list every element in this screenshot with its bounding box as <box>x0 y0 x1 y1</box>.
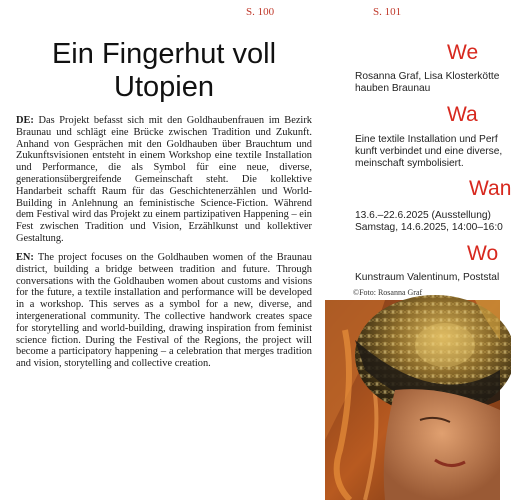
english-label: EN: <box>16 252 34 263</box>
where-text: Kunstraum Valentinum, Poststal <box>355 272 500 283</box>
heading-what: Wa <box>447 103 478 126</box>
what-text-line-2: kunft verbindet und eine diverse, <box>355 146 503 157</box>
left-page <box>16 0 312 500</box>
right-page <box>325 0 511 500</box>
english-paragraph <box>16 252 312 370</box>
when-text-line-1: 13.6.–22.6.2025 (Ausstellung) <box>355 210 491 221</box>
page-number-right: S. 101 <box>373 6 402 18</box>
page-title <box>16 38 312 104</box>
heading-who: We <box>447 41 479 64</box>
german-label: DE: <box>16 115 34 126</box>
title-line-2: Utopien <box>114 71 214 103</box>
who-text-line-2: hauben Braunau <box>355 83 431 94</box>
german-paragraph <box>16 115 312 245</box>
english-text: The project focuses on the Goldhauben women of the Braunau district, building a bridge between tradition and future. Through conversations with the Goldhauben women about customs and visions for the future, a textile installation and performance will be developed in a workshop. This serves as a symbol for a new, diverse, and intergenerational community. The collective handwork creates space for storytelling and world-building, drawing inspiration from feminist science fiction. During the Festival of the Regions, the project will become a participatory happening – a celebration that merges tradition and vision, storytelling and collective creation. <box>16 252 312 370</box>
heading-where: Wo <box>467 242 499 265</box>
what-text-line-1: Eine textile Installation und Perf <box>355 134 498 145</box>
photo-caption: ©Foto: Rosanna Graf <box>353 288 423 297</box>
german-text: Das Projekt befasst sich mit den Goldhaubenfrauen im Bezirk Braunau und schlägt eine Brücke zwischen Tradition und Zukunft. Anhand von Gesprächen mit den Goldhauben über Brauchtum und Zukunftsvisionen entsteht in einem Workshop eine textile Installation und Performance, die als Symbol für eine neue, diverse, generationsübergreifende Gemeinschaft steht. Die kollektive Handarbeit schafft Raum für das Geschichtenerzählen und World-Building in Anlehnung an feministische Science-Fiction. Während dem Festival wird das Projekt zu einem partizipativen Happening – ein Fest zwischen Tradition und Vision, Erzählkunst und kollektiver Gestaltung. <box>16 115 312 244</box>
when-text <box>355 210 503 234</box>
what-text <box>355 134 502 170</box>
what-text-line-3: meinschaft symbolisiert. <box>355 158 464 169</box>
who-text-line-1: Rosanna Graf, Lisa Klosterkötte <box>355 71 500 82</box>
photo-image <box>325 300 500 500</box>
when-text-line-2: Samstag, 14.6.2025, 14:00–16:0 <box>355 222 503 233</box>
heading-when: Wan <box>469 177 511 200</box>
page-number-left: S. 100 <box>246 6 275 18</box>
title-line-1: Ein Fingerhut voll <box>51 38 277 70</box>
who-text <box>355 71 499 95</box>
